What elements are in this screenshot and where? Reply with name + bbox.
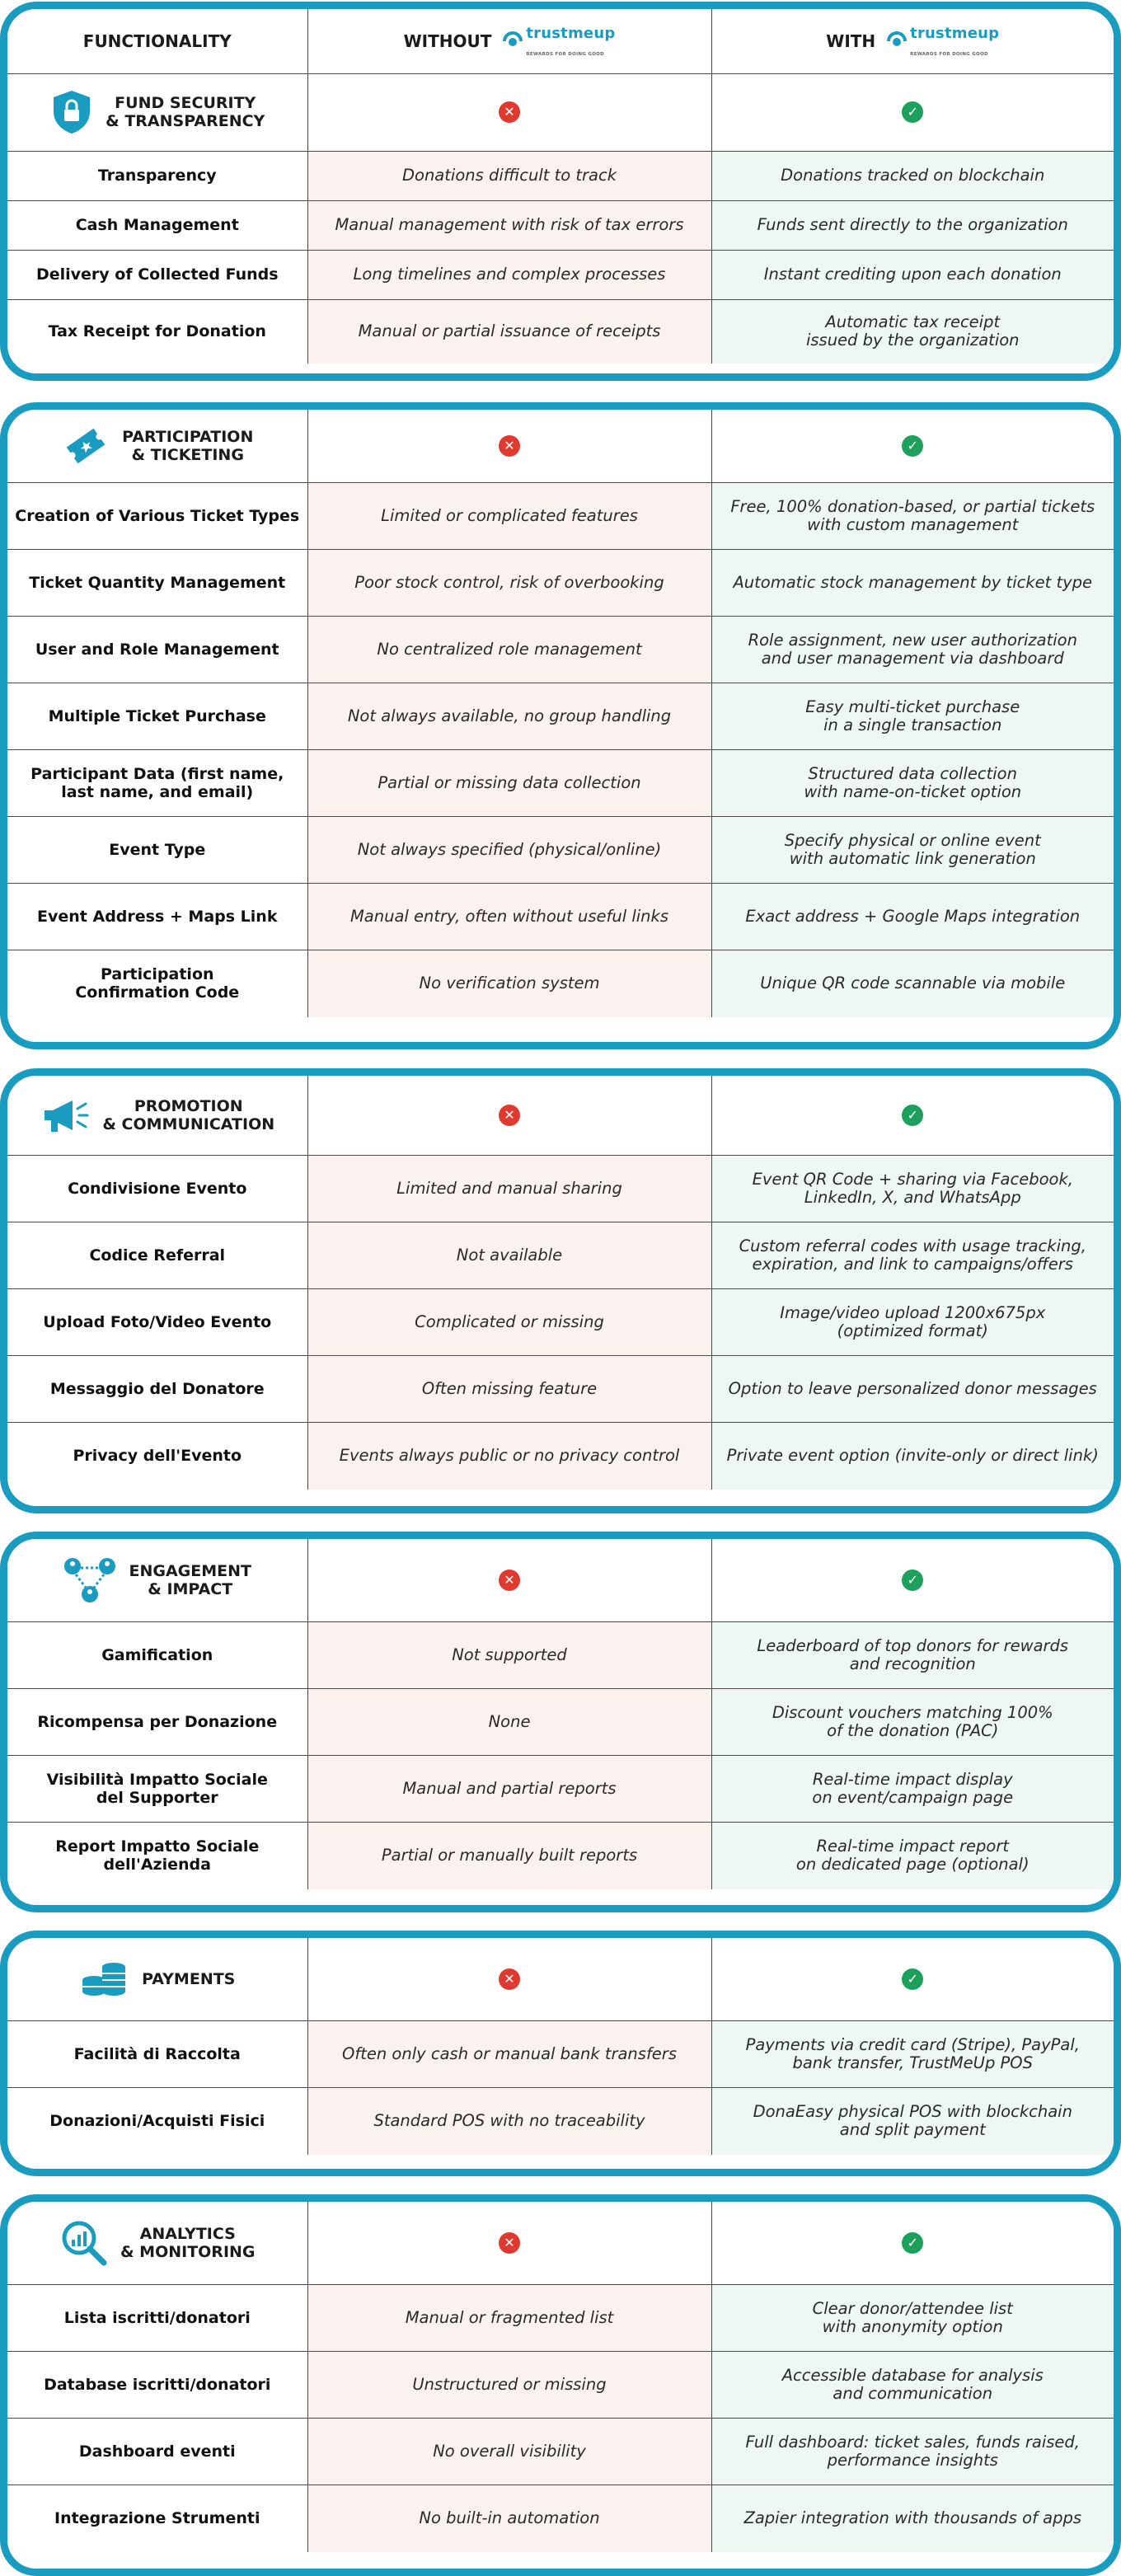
table-row: [7, 1621, 1114, 1688]
feature-label: Codice Referral: [7, 1222, 307, 1288]
header-with-label: WITH: [826, 30, 876, 51]
without-value: No verification system: [307, 950, 711, 1017]
without-value: Standard POS with no traceability: [307, 2087, 711, 2155]
with-value: Exact address + Google Maps integration: [711, 883, 1114, 950]
comparison-table: [7, 410, 1114, 1017]
with-value: Custom referral codes with usage tracking, expiration, and link to campaigns/offers: [711, 1222, 1114, 1288]
table-row: [7, 151, 1114, 200]
feature-label: Gamification: [7, 1621, 307, 1688]
feature-label: Tax Receipt for Donation: [7, 299, 307, 364]
without-status-cell: [307, 1539, 711, 1621]
section-title-cell: [7, 410, 307, 482]
table-row: [7, 250, 1114, 299]
table-row: [7, 1155, 1114, 1222]
x-circle-icon: ✕: [499, 101, 520, 123]
without-value: No built-in automation: [307, 2485, 711, 2552]
without-value: Limited or complicated features: [307, 482, 711, 549]
section-header-row: [7, 1076, 1114, 1155]
with-value: Structured data collection with name-on-ticket option: [711, 749, 1114, 816]
with-status-cell: [711, 2202, 1114, 2284]
table-row: [7, 2020, 1114, 2087]
without-status-cell: [307, 2202, 711, 2284]
without-value: Manual or fragmented list: [307, 2284, 711, 2351]
with-value: Real-time impact report on dedicated page (optional): [711, 1822, 1114, 1889]
without-status-cell: [307, 1938, 711, 2020]
table-row: [7, 1422, 1114, 1490]
feature-label: Database iscritti/donatori: [7, 2351, 307, 2418]
without-status-cell: [307, 73, 711, 151]
table-row: [7, 883, 1114, 950]
feature-label: User and Role Management: [7, 616, 307, 683]
without-value: Manual or partial issuance of receipts: [307, 299, 711, 364]
section-fund-security: [0, 2, 1121, 381]
section-title: ENGAGEMENT & IMPACT: [129, 1561, 251, 1598]
feature-label: Creation of Various Ticket Types: [7, 482, 307, 549]
with-value: Event QR Code + sharing via Facebook, LinkedIn, X, and WhatsApp: [711, 1155, 1114, 1222]
x-circle-icon: ✕: [499, 1105, 520, 1126]
comparison-table: [7, 1539, 1114, 1889]
feature-label: Transparency: [7, 151, 307, 200]
table-row: [7, 1688, 1114, 1755]
without-value: Partial or missing data collection: [307, 749, 711, 816]
x-circle-icon: ✕: [499, 1570, 520, 1591]
trustmeup-logo-icon: [885, 30, 910, 52]
with-value: Private event option (invite-only or direct link): [711, 1422, 1114, 1490]
without-value: Events always public or no privacy control: [307, 1422, 711, 1490]
brand-tagline: REWARDS FOR DOING GOOD: [526, 52, 605, 58]
section-analytics-monitoring: [0, 2194, 1121, 2576]
without-status-cell: [307, 410, 711, 482]
check-circle-icon: ✓: [902, 1105, 923, 1126]
x-circle-icon: ✕: [499, 2232, 520, 2254]
with-status-cell: [711, 1539, 1114, 1621]
with-value: Accessible database for analysis and communication: [711, 2351, 1114, 2418]
check-circle-icon: ✓: [902, 2232, 923, 2254]
with-value: Automatic stock management by ticket type: [711, 549, 1114, 616]
feature-label: Participant Data (first name, last name, and email): [7, 749, 307, 816]
table-row: [7, 616, 1114, 683]
table-row: [7, 2351, 1114, 2418]
with-value: Instant crediting upon each donation: [711, 250, 1114, 299]
section-title-cell: [7, 73, 307, 151]
table-row: [7, 1755, 1114, 1822]
table-row: [7, 1288, 1114, 1355]
table-row: [7, 816, 1114, 883]
feature-label: Lista iscritti/donatori: [7, 2284, 307, 2351]
x-circle-icon: ✕: [499, 1968, 520, 1990]
without-value: Not always specified (physical/online): [307, 816, 711, 883]
table-row: [7, 683, 1114, 749]
section-title-cell: [7, 1076, 307, 1155]
with-status-cell: [711, 73, 1114, 151]
section-header-row: [7, 1539, 1114, 1621]
with-value: Free, 100% donation-based, or partial tickets with custom management: [711, 482, 1114, 549]
without-value: Manual and partial reports: [307, 1755, 711, 1822]
feature-label: Privacy dell'Evento: [7, 1422, 307, 1490]
feature-label: Event Type: [7, 816, 307, 883]
comparison-table: [7, 1076, 1114, 1490]
section-title-cell: [7, 1539, 307, 1621]
with-value: DonaEasy physical POS with blockchain and split payment: [711, 2087, 1114, 2155]
feature-label: Ticket Quantity Management: [7, 549, 307, 616]
without-value: None: [307, 1688, 711, 1755]
without-value: Donations difficult to track: [307, 151, 711, 200]
with-status-cell: [711, 1938, 1114, 2020]
without-value: Poor stock control, risk of overbooking: [307, 549, 711, 616]
feature-label: Condivisione Evento: [7, 1155, 307, 1222]
section-title: PROMOTION & COMMUNICATION: [102, 1096, 275, 1133]
feature-label: Ricompensa per Donazione: [7, 1688, 307, 1755]
without-value: Manual management with risk of tax errors: [307, 200, 711, 250]
with-value: Discount vouchers matching 100% of the donation (PAC): [711, 1688, 1114, 1755]
people-network-icon: [63, 1555, 117, 1606]
magnifier-chart-icon: [59, 2218, 109, 2268]
comparison-table: [7, 2202, 1114, 2552]
megaphone-icon: [40, 1092, 91, 1138]
section-title: ANALYTICS & MONITORING: [120, 2224, 256, 2261]
header-with: [711, 9, 1114, 73]
table-row: [7, 549, 1114, 616]
shield-lock-icon: [49, 88, 94, 136]
with-value: Clear donor/attendee list with anonymity option: [711, 2284, 1114, 2351]
without-value: Complicated or missing: [307, 1288, 711, 1355]
table-row: [7, 1355, 1114, 1422]
without-value: Not supported: [307, 1621, 711, 1688]
table-row: [7, 2284, 1114, 2351]
with-value: Image/video upload 1200x675px (optimized format): [711, 1288, 1114, 1355]
feature-label: Integrazione Strumenti: [7, 2485, 307, 2552]
header-without: [307, 9, 711, 73]
with-value: Specify physical or online event with automatic link generation: [711, 816, 1114, 883]
section-payments: [0, 1931, 1121, 2176]
comparison-table: [7, 1938, 1114, 2155]
feature-label: Report Impatto Sociale dell'Azienda: [7, 1822, 307, 1889]
feature-label: Facilità di Raccolta: [7, 2020, 307, 2087]
without-value: Not available: [307, 1222, 711, 1288]
feature-label: Event Address + Maps Link: [7, 883, 307, 950]
feature-label: Donazioni/Acquisti Fisici: [7, 2087, 307, 2155]
with-value: Option to leave personalized donor messages: [711, 1355, 1114, 1422]
section-promotion-communication: [0, 1068, 1121, 1513]
section-header-row: [7, 1938, 1114, 2020]
with-value: Easy multi-ticket purchase in a single transaction: [711, 683, 1114, 749]
without-value: Partial or manually built reports: [307, 1822, 711, 1889]
without-value: Not always available, no group handling: [307, 683, 711, 749]
with-value: Role assignment, new user authorization and user management via dashboard: [711, 616, 1114, 683]
table-row: [7, 2485, 1114, 2552]
x-circle-icon: ✕: [499, 435, 520, 457]
section-title-cell: [7, 2202, 307, 2284]
section-title: FUND SECURITY & TRANSPARENCY: [106, 94, 265, 130]
check-circle-icon: ✓: [902, 435, 923, 457]
section-title-cell: [7, 1938, 307, 2020]
with-value: Full dashboard: ticket sales, funds raised, performance insights: [711, 2418, 1114, 2485]
with-status-cell: [711, 410, 1114, 482]
feature-label: Cash Management: [7, 200, 307, 250]
section-header-row: [7, 2202, 1114, 2284]
feature-label: Upload Foto/Video Evento: [7, 1288, 307, 1355]
brand-name: trustmeup: [910, 25, 1000, 43]
check-circle-icon: ✓: [902, 101, 923, 123]
without-value: Often missing feature: [307, 1355, 711, 1422]
section-header-row: [7, 73, 1114, 151]
with-value: Real-time impact display on event/campaign page: [711, 1755, 1114, 1822]
without-value: Manual entry, often without useful links: [307, 883, 711, 950]
brand-name: trustmeup: [526, 25, 616, 43]
without-value: No overall visibility: [307, 2418, 711, 2485]
with-value: Zapier integration with thousands of apps: [711, 2485, 1114, 2552]
feature-label: Messaggio del Donatore: [7, 1355, 307, 1422]
brand-tagline: REWARDS FOR DOING GOOD: [910, 52, 988, 58]
with-value: Unique QR code scannable via mobile: [711, 950, 1114, 1017]
comparison-table: [7, 9, 1114, 364]
without-value: Unstructured or missing: [307, 2351, 711, 2418]
check-circle-icon: ✓: [902, 1968, 923, 1990]
without-value: Limited and manual sharing: [307, 1155, 711, 1222]
feature-label: Multiple Ticket Purchase: [7, 683, 307, 749]
without-status-cell: [307, 1076, 711, 1155]
ticket-icon: [61, 421, 110, 471]
section-participation-ticketing: [0, 402, 1121, 1049]
header-without-label: WITHOUT: [403, 30, 492, 51]
with-value: Funds sent directly to the organization: [711, 200, 1114, 250]
with-value: Payments via credit card (Stripe), PayPal, bank transfer, TrustMeUp POS: [711, 2020, 1114, 2087]
feature-label: Dashboard eventi: [7, 2418, 307, 2485]
feature-label: Delivery of Collected Funds: [7, 250, 307, 299]
header-functionality: FUNCTIONALITY: [7, 9, 307, 73]
feature-label: Visibilità Impatto Sociale del Supporter: [7, 1755, 307, 1822]
section-header-row: [7, 410, 1114, 482]
table-row: [7, 200, 1114, 250]
table-row: [7, 950, 1114, 1017]
table-row: [7, 1222, 1114, 1288]
section-engagement-impact: [0, 1532, 1121, 1912]
check-circle-icon: ✓: [902, 1570, 923, 1591]
coins-icon: [79, 1955, 130, 2003]
with-status-cell: [711, 1076, 1114, 1155]
table-row: [7, 1822, 1114, 1889]
column-header-row: [7, 9, 1114, 73]
section-title: PARTICIPATION & TICKETING: [122, 427, 254, 464]
brand-logo: [501, 24, 615, 58]
table-row: [7, 482, 1114, 549]
section-title: PAYMENTS: [142, 1969, 236, 1988]
table-row: [7, 749, 1114, 816]
without-value: Often only cash or manual bank transfers: [307, 2020, 711, 2087]
with-value: Automatic tax receipt issued by the organization: [711, 299, 1114, 364]
table-row: [7, 2418, 1114, 2485]
table-row: [7, 299, 1114, 364]
with-value: Donations tracked on blockchain: [711, 151, 1114, 200]
with-value: Leaderboard of top donors for rewards and recognition: [711, 1621, 1114, 1688]
table-row: [7, 2087, 1114, 2155]
brand-logo: [885, 24, 999, 58]
feature-label: Participation Confirmation Code: [7, 950, 307, 1017]
without-value: No centralized role management: [307, 616, 711, 683]
trustmeup-logo-icon: [501, 30, 526, 52]
without-value: Long timelines and complex processes: [307, 250, 711, 299]
